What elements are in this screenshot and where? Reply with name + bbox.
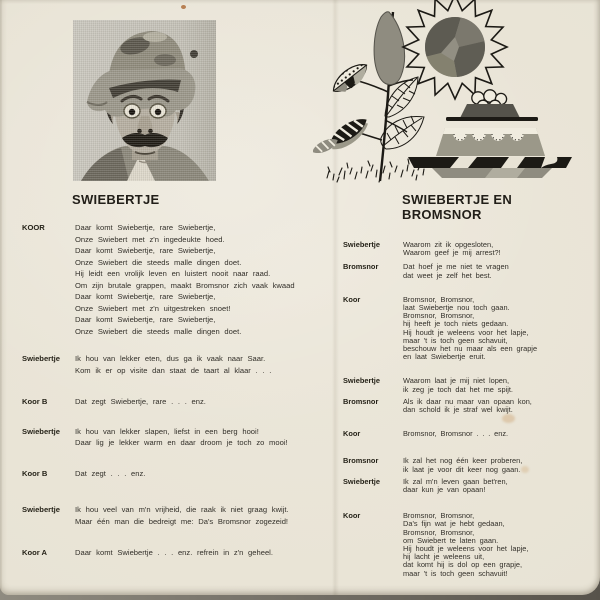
speaker-label: Swiebertje: [22, 426, 60, 436]
lyric-line: om Swiebert te laten gaan.: [403, 535, 499, 545]
sunflower-and-cake-illustration: [313, 0, 578, 183]
gray-leaf: [374, 12, 405, 85]
cake: [408, 90, 572, 178]
lyric-line: Bromsnor, Bromsnor,: [403, 294, 475, 304]
speaker-label: Koor B: [22, 397, 48, 406]
right-lyrics-list: [343, 241, 595, 578]
speaker-label: Koor A: [22, 548, 48, 557]
speaker-label: Swiebertje: [343, 476, 380, 486]
lyric-block: [343, 241, 595, 257]
lyric-line: Ik zal m'n leven gaan bet'ren,: [403, 476, 508, 486]
lyric-line: Daar komt Swiebertje, rare Swiebertje,: [75, 223, 216, 232]
speaker-label: Swiebertje: [22, 505, 60, 514]
lyric-line: Da's fijn wat je hebt gedaan,: [403, 519, 505, 529]
paper-stain: [181, 5, 186, 9]
speaker-label: Swiebertje: [343, 240, 380, 249]
lyric-lines: [403, 478, 595, 494]
lyric-block: [343, 398, 595, 414]
lyric-block: [343, 512, 595, 578]
lyric-lines: [403, 296, 595, 362]
lyric-line: Ik hou van lekker slapen, liefst in een berg hooi!: [75, 426, 259, 436]
lyric-line: dan schold ik je straf wel kwijt.: [403, 405, 513, 415]
lyric-line: ik laat je voor dit keer nog gaan.: [403, 464, 521, 474]
lyric-line: Waarom geef je mij arrest?!: [403, 248, 501, 258]
lyric-lines: [403, 457, 595, 473]
lyric-line: en laat Swiebertje eruit.: [403, 352, 486, 362]
lyric-block: [343, 377, 595, 393]
speaker-label: Bromsnor: [343, 262, 379, 272]
lyric-line: Ik hou van lekker eten, dus ga ik vaak naar Saar.: [75, 354, 266, 363]
lyric-lines: [75, 468, 324, 480]
lyric-lines: [75, 396, 324, 408]
speaker-label: Bromsnor: [343, 396, 379, 406]
speaker-label: Koor B: [22, 468, 48, 478]
lyric-line: maar 't is toch geen schavuit!: [403, 568, 508, 578]
lyric-lines: [403, 241, 595, 257]
lyric-line: Dat zegt Swiebertje, rare . . . enz.: [75, 397, 206, 406]
lyric-line: Waarom laat je mij niet lopen,: [403, 376, 510, 386]
portrait-drawing: [73, 20, 216, 181]
lyric-lines: [75, 222, 324, 337]
lyric-line: Daar komt Swiebertje, rare Swiebertje,: [75, 315, 216, 324]
lyric-lines: [75, 547, 324, 559]
swiebertje-portrait-photo: [73, 20, 216, 181]
patchwork-ball: [425, 17, 485, 77]
lyric-line: Kom ik er op visite dan staat de taart al klaar . . .: [75, 365, 272, 375]
right-lyrics-column: [343, 192, 595, 594]
lyric-line: ik zeg je toch dat het me spijt.: [403, 384, 513, 394]
lyric-block: [343, 296, 595, 362]
speaker-label: KOOR: [22, 223, 45, 232]
lyric-block: [22, 468, 324, 480]
lyric-block: [22, 353, 324, 376]
lyric-line: hij lacht je weleens uit,: [403, 552, 485, 562]
lyric-line: Daar komt Swiebertje, rare Swiebertje,: [75, 246, 216, 255]
lyric-block: [343, 430, 595, 438]
lyric-line: Ik hou veel van m'n vrijheid, die raak ik niet graag kwijt.: [75, 505, 289, 514]
lyric-block: [22, 396, 324, 408]
lyric-line: Onze Swiebert die steeds malle dingen doet.: [75, 326, 242, 336]
speaker-label: Bromsnor: [343, 456, 379, 466]
lyric-line: maar 't is toch geen schavuit,: [403, 335, 508, 345]
speaker-label: Koor: [343, 294, 361, 304]
lyric-lines: [403, 263, 595, 279]
lyric-line: Bromsnor, Bromsnor,: [403, 511, 475, 521]
lyric-line: Onze Swiebert met z'n uitgestreken snoet!: [75, 303, 231, 313]
lyric-block: [343, 457, 595, 473]
dotted-leaf: [328, 59, 372, 99]
speaker-label: Koor: [343, 511, 361, 521]
lyric-line: Hij leidt een vrolijk leven en luistert nooit naar raad.: [75, 269, 271, 278]
lyric-line: Maar één man die bedreigt me: Da's Bromsnor zogezeid!: [75, 516, 289, 526]
lyric-line: Als ik daar nu maar van opaan kon,: [403, 396, 532, 406]
lyric-line: Daar komt Swiebertje . . . enz. refrein in z'n geheel.: [75, 548, 273, 557]
lyric-line: hij heeft je toch niets gedaan.: [403, 319, 509, 329]
lyric-lines: [403, 398, 595, 414]
sun: [403, 0, 507, 99]
lyric-line: dat weet je zelf het best.: [403, 270, 492, 280]
speaker-label: Swiebertje: [22, 354, 60, 363]
lyric-block: [22, 426, 324, 449]
lyric-lines: [75, 353, 324, 376]
lyric-line: Dat hoef je me niet te vragen: [403, 262, 509, 272]
lyric-line: Bromsnor, Bromsnor,: [403, 311, 475, 321]
lyric-line: Onze Swiebert die steeds malle dingen doet.: [75, 257, 242, 267]
speaker-label: Koor: [343, 429, 361, 439]
speaker-label: Swiebertje: [343, 376, 380, 386]
lyric-line: daar kun je van opaan!: [403, 485, 486, 495]
grass-ticks: [327, 159, 424, 182]
lyric-line: Dat zegt . . . enz.: [75, 468, 146, 478]
lyric-line: laat Swiebertje nou toch gaan.: [403, 303, 510, 313]
left-heading: SWIEBERTJE: [72, 192, 160, 207]
lyric-block: [343, 263, 595, 279]
left-lyrics-column: [22, 192, 324, 577]
lyric-block: [22, 547, 324, 559]
lyric-lines: [75, 504, 324, 527]
lyric-line: Hij houdt je weleens voor het lapje,: [403, 544, 529, 554]
lyric-line: Daar komt Swiebertje, rare Swiebertje,: [75, 292, 216, 301]
lyric-line: Onze Swiebert met z'n ingedeukte hoed.: [75, 234, 225, 244]
lyric-line: Waarom zit ik opgesloten,: [403, 240, 494, 249]
lyric-block: [343, 478, 595, 494]
lyric-line: beschouw het nu maar als een grapje: [403, 344, 538, 354]
lyric-line: Om zijn brutale grappen, maakt Bromsnor zich vaak kwaad: [75, 280, 295, 290]
lyric-line: dat komt hij is dol op een grapje,: [403, 560, 523, 570]
lyric-line: Hij houdt je weleens voor het lapje,: [403, 327, 529, 337]
cake-top-tier: [460, 104, 520, 118]
lyric-line: Ik zal het nog één keer proberen,: [403, 456, 523, 466]
lyric-lines: [403, 377, 595, 393]
lyric-lines: [75, 426, 324, 449]
lyric-block: [22, 222, 324, 337]
lyric-line: Bromsnor, Bromsnor,: [403, 527, 475, 537]
lyric-block: [22, 504, 324, 527]
lyric-lines: [403, 512, 595, 578]
lyric-line: Daar lig je lekker warm en daar droom je toch zo mooi!: [75, 438, 288, 447]
right-heading: SWIEBERTJE EN BROMSNOR: [402, 192, 513, 222]
left-lyrics-list: [22, 222, 324, 559]
lyric-line: Bromsnor, Bromsnor . . . enz.: [403, 429, 509, 439]
lyric-lines: [403, 430, 595, 438]
